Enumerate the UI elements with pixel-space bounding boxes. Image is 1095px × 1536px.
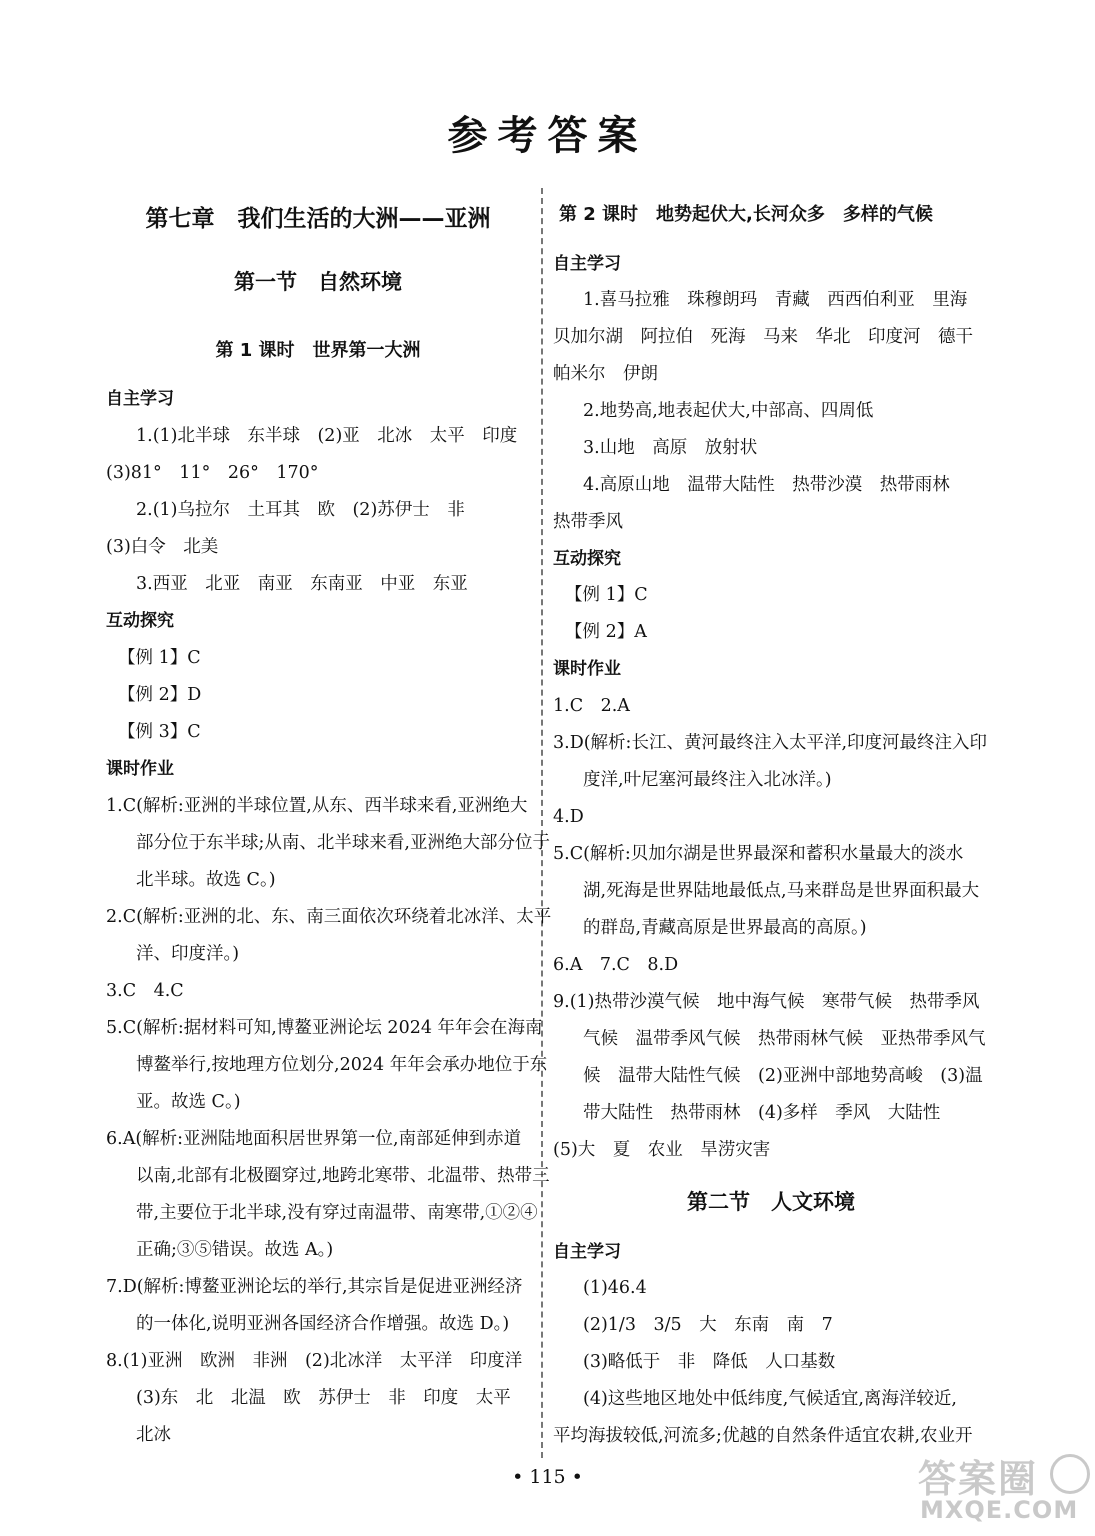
answer-line: (1)46.4 bbox=[583, 1278, 647, 1298]
section-heading: 第一节 自然环境 bbox=[234, 270, 402, 294]
lesson-heading: 第 1 课时 世界第一大洲 bbox=[215, 340, 421, 361]
answer-line: (5)大 夏 农业 旱涝灾害 bbox=[553, 1140, 771, 1160]
answer-line: 6.A(解析:亚洲陆地面积居世界第一位,南部延伸到赤道 bbox=[106, 1129, 522, 1149]
homework-label: 课时作业 bbox=[553, 659, 621, 679]
answer-line: 以南,北部有北极圈穿过,地跨北寒带、北温带、热带三 bbox=[136, 1166, 550, 1186]
answer-line: 帕米尔 伊朗 bbox=[553, 364, 658, 384]
answer-line: 4.高原山地 温带大陆性 热带沙漠 热带雨林 bbox=[583, 475, 950, 495]
homework-label: 课时作业 bbox=[106, 759, 174, 779]
answer-line: 度洋,叶尼塞河最终注入北冰洋。) bbox=[583, 770, 832, 790]
answer-line: 带,主要位于北半球,没有穿过南温带、南寒带,①②④ bbox=[136, 1203, 538, 1223]
page-number: • 115 • bbox=[512, 1466, 583, 1488]
answer-line: 1.喜马拉雅 珠穆朗玛 青藏 西西伯利亚 里海 bbox=[583, 290, 968, 310]
answer-line: 的一体化,说明亚洲各国经济合作增强。故选 D。) bbox=[136, 1314, 510, 1334]
answer-line: 8.(1)亚洲 欧洲 非洲 (2)北冰洋 太平洋 印度洋 bbox=[106, 1351, 523, 1371]
answer-line: 2.(1)乌拉尔 土耳其 欧 (2)苏伊士 非 bbox=[136, 500, 465, 520]
answer-line: (2)1/3 3/5 大 东南 南 7 bbox=[583, 1315, 833, 1335]
lesson-heading: 第 2 课时 地势起伏大,长河众多 多样的气候 bbox=[559, 204, 933, 225]
answer-line: 4.D bbox=[553, 807, 584, 827]
answer-line: 带大陆性 热带雨林 (4)多样 季风 大陆性 bbox=[583, 1103, 941, 1123]
interactive-label: 互动探究 bbox=[106, 611, 174, 631]
answer-line: 平均海拔较低,河流多;优越的自然条件适宜农耕,农业开 bbox=[553, 1426, 973, 1446]
answer-line: 气候 温带季风气候 热带雨林气候 亚热带季风气 bbox=[583, 1029, 986, 1049]
answer-line: 7.D(解析:博鳌亚洲论坛的举行,其宗旨是促进亚洲经济 bbox=[106, 1277, 523, 1297]
answer-line: 2.C(解析:亚洲的北、东、南三面依次环绕着北冰洋、太平 bbox=[106, 907, 552, 927]
answer-line: (3)略低于 非 降低 人口基数 bbox=[583, 1352, 836, 1372]
interactive-label: 互动探究 bbox=[553, 549, 621, 569]
answer-line: 1.(1)北半球 东半球 (2)亚 北冰 太平 印度 bbox=[136, 426, 518, 446]
watermark bbox=[918, 1448, 1088, 1528]
answer-line: 3.C 4.C bbox=[106, 981, 184, 1001]
answer-line: 北冰 bbox=[136, 1425, 171, 1445]
self-study-label: 自主学习 bbox=[106, 389, 174, 409]
example-answer: 【例 3】C bbox=[118, 722, 201, 742]
page-title: 参考答案 bbox=[447, 113, 648, 159]
watermark-badge-icon bbox=[1050, 1454, 1090, 1494]
answer-line: 9.(1)热带沙漠气候 地中海气候 寒带气候 热带季风 bbox=[553, 992, 980, 1012]
answer-line: 湖,死海是世界陆地最低点,马来群岛是世界面积最大 bbox=[583, 881, 980, 901]
answer-line: (3)81° 11° 26° 170° bbox=[106, 463, 319, 483]
answer-line: 6.A 7.C 8.D bbox=[553, 955, 679, 975]
answer-line: 的群岛,青藏高原是世界最高的高原。) bbox=[583, 918, 867, 938]
answer-line: 候 温带大陆性气候 (2)亚洲中部地势高峻 (3)温 bbox=[583, 1066, 983, 1086]
answer-line: 北半球。故选 C。) bbox=[136, 870, 276, 890]
column-divider bbox=[541, 188, 543, 1458]
answer-line: 洋、印度洋。) bbox=[136, 944, 240, 964]
answer-line: 1.C(解析:亚洲的半球位置,从东、西半球来看,亚洲绝大 bbox=[106, 796, 528, 816]
answer-line: 正确;③⑤错误。故选 A。) bbox=[136, 1240, 334, 1260]
answer-line: 2.地势高,地表起伏大,中部高、四周低 bbox=[583, 401, 874, 421]
example-answer: 【例 2】A bbox=[565, 622, 647, 642]
answer-line: 博鳌举行,按地理方位划分,2024 年年会承办地位于东 bbox=[136, 1055, 548, 1075]
answer-line: (3)白令 北美 bbox=[106, 537, 219, 557]
answer-line: 3.山地 高原 放射状 bbox=[583, 438, 758, 458]
chapter-heading: 第七章 我们生活的大洲——亚洲 bbox=[145, 206, 491, 232]
section-heading: 第二节 人文环境 bbox=[687, 1190, 855, 1214]
answer-line: 部分位于东半球;从南、北半球来看,亚洲绝大部分位于 bbox=[136, 833, 550, 853]
example-answer: 【例 1】C bbox=[565, 585, 648, 605]
answer-line: (4)这些地区地处中低纬度,气候适宜,离海洋较近, bbox=[583, 1389, 957, 1409]
example-answer: 【例 2】D bbox=[118, 685, 202, 705]
answer-line: 热带季风 bbox=[553, 512, 623, 532]
answer-line: 亚。故选 C。) bbox=[136, 1092, 241, 1112]
answer-line: 5.C(解析:据材料可知,博鳌亚洲论坛 2024 年年会在海南 bbox=[106, 1018, 543, 1038]
answer-line: 1.C 2.A bbox=[553, 696, 630, 716]
watermark-url: MXQE.COM bbox=[920, 1496, 1079, 1524]
answer-line: 3.D(解析:长江、黄河最终注入太平洋,印度河最终注入印 bbox=[553, 733, 988, 753]
example-answer: 【例 1】C bbox=[118, 648, 201, 668]
answer-line: 贝加尔湖 阿拉伯 死海 马来 华北 印度河 德干 bbox=[553, 327, 973, 347]
answer-line: 3.西亚 北亚 南亚 东南亚 中亚 东亚 bbox=[136, 574, 468, 594]
self-study-label: 自主学习 bbox=[553, 1242, 621, 1262]
watermark-text: 答案圈 bbox=[918, 1457, 1039, 1501]
self-study-label: 自主学习 bbox=[553, 254, 621, 274]
answer-line: (3)东 北 北温 欧 苏伊士 非 印度 太平 bbox=[136, 1388, 511, 1408]
answer-line: 5.C(解析:贝加尔湖是世界最深和蓄积水量最大的淡水 bbox=[553, 844, 964, 864]
